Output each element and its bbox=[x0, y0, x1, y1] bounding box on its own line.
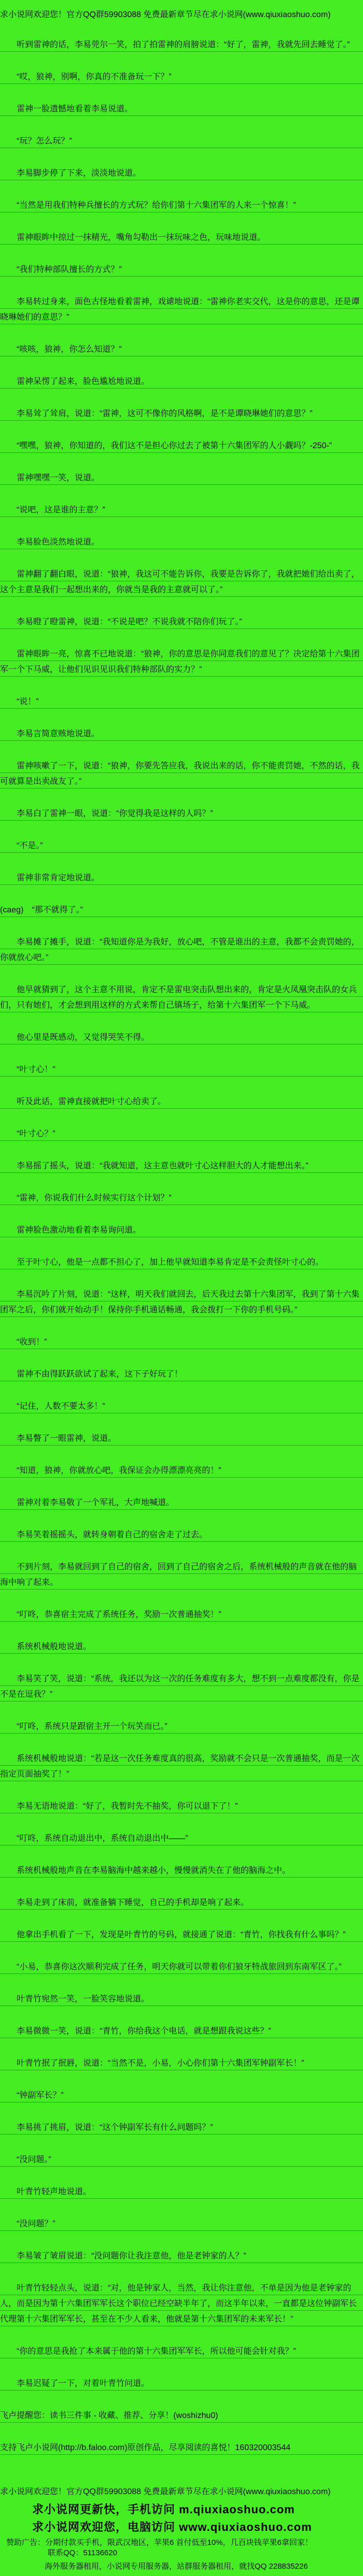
novel-paragraph: “不是。” bbox=[0, 838, 363, 854]
novel-paragraph: “玩？怎么玩？” bbox=[0, 134, 363, 149]
novel-paragraph: 雷神咳嗽了一下，说道：“狼神，你要先答应我，我说出来的话，你不能责罚她，不然的话，我可就算是出卖战友了。” bbox=[0, 759, 363, 790]
novel-paragraph: 不到片刻，李易就回到了自己的宿舍，回到了自己的宿舍之后，系统机械般的声音就在他的脑海中响了起来。 bbox=[0, 1559, 363, 1591]
novel-paragraph: 雷神眼眸一亮，惊喜不已地说道：“狼神，你的意思是你同意我们的意见了？决定给第十六集团军一个下马威，让他们见识见识我们特种部队的实力？” bbox=[0, 647, 363, 678]
novel-paragraph: “叶寸心！” bbox=[0, 1062, 363, 1078]
footer-pc-link[interactable]: 求小说网欢迎您，电脑访问 www.qiuxiaoshuo.com bbox=[32, 2521, 312, 2534]
novel-paragraph: 李易白了雷神一眼，说道：“你觉得我是这样的人吗？” bbox=[0, 806, 363, 822]
novel-paragraph: 听到雷神的话，李易莞尔一笑，拍了拍雷神的肩膀说道：“好了，雷神，我就先回去睡觉了。” bbox=[0, 37, 363, 53]
novel-paragraph: “没问题？” bbox=[0, 2216, 363, 2232]
novel-paragraph: “你的意思是我抢了本来属于他的第十六集团军军长，所以他可能会针对我？” bbox=[0, 2344, 363, 2359]
novel-paragraph: 李易脚步停了下来，淡淡地说道。 bbox=[0, 166, 363, 181]
novel-paragraph: “叶寸心？” bbox=[0, 1126, 363, 1142]
novel-paragraph: “叮咚，恭喜宿主完成了系统任务，奖励一次普通抽奖！” bbox=[0, 1607, 363, 1623]
novel-paragraph: “叮咚，系统只是跟宿主开一个玩笑而已。” bbox=[0, 1719, 363, 1735]
novel-paragraph: “咳咳，狼神，你怎么知道？” bbox=[0, 342, 363, 357]
novel-paragraph: “哎，狼神，别啊，你真的不准备玩一下？” bbox=[0, 69, 363, 85]
novel-paragraph: 李易挑了挑眉，说道：“这个钟副军长有什么问题吗？” bbox=[0, 2120, 363, 2136]
novel-paragraph: 李易摇了摇头，说道：“我就知道，这主意也就叶寸心这样胆大的人才能想出来。” bbox=[0, 1158, 363, 1174]
novel-paragraph: 听及此话，雷神直接就把叶寸心给卖了。 bbox=[0, 1094, 363, 1110]
novel-paragraph: 李易微微一笑，说道：“青竹，你给我这个电话，就是想跟我说这些？” bbox=[0, 2024, 363, 2039]
novel-paragraph: “小易，恭喜你这次顺利完成了任务，明天你就可以带着你们狼牙特战旅回到东南军区了。” bbox=[0, 1959, 363, 1975]
novel-paragraph: “叮咚，系统自动退出中，系统自动退出中——” bbox=[0, 1831, 363, 1847]
novel-paragraph: 李易无语地说道：“好了，我暂时先不抽奖，你可以退下了！” bbox=[0, 1799, 363, 1814]
novel-paragraph: 雷神一脸遗憾地看着李易说道。 bbox=[0, 102, 363, 117]
novel-paragraph: “当然是用我们特种兵擅长的方式玩？给你们第十六集团军的人来一个惊喜！” bbox=[0, 198, 363, 213]
novel-body bbox=[0, 37, 363, 2456]
novel-paragraph: 叶青竹轻声地说道。 bbox=[0, 2184, 363, 2200]
novel-paragraph: “钟副军长？” bbox=[0, 2088, 363, 2103]
novel-paragraph: 叶青竹宛然一笑，一脸笑容地说道。 bbox=[0, 1992, 363, 2007]
novel-paragraph: 他拿出手机看了一下，发现是叶青竹的号码，就接通了说道：“青竹，你找我有什么事吗？” bbox=[0, 1927, 363, 1943]
novel-paragraph: 李易瞪了瞪雷神，说道：“不说是吧？不说我就不陪你们玩了。” bbox=[0, 614, 363, 630]
novel-paragraph: 李易沉吟了片刻，说道：“这样，明天我们就回去，后天我过去第十六集团军，我到了第十六集团军之后，你们就开始动手！保持你手机通话畅通，我会拨打一下你的手机号码。” bbox=[0, 1287, 363, 1318]
novel-paragraph: 李易迟疑了一下，对着叶青竹问道。 bbox=[0, 2376, 363, 2392]
novel-paragraph: 李易转过身来，面色古怪地看着雷神，戏谑地说道：“雷神你老实交代，这是你的意思，还是谭晓琳她们的意思？” bbox=[0, 294, 363, 325]
novel-paragraph: 雷神翻了翻白眼，说道：“狼神，我这可不能告诉你，我要是告诉你了，我就把她们给出卖了，这个主意是我们一起想出来的，你就当是我的主意就可以了。” bbox=[0, 567, 363, 598]
novel-paragraph: 李易脸色淡然地说道。 bbox=[0, 535, 363, 550]
novel-paragraph: 他早就猜到了，这个主意不用说，肯定不是雷电突击队想出来的，肯定是火凤凰突击队的女兵们，只有她们，才会想到用这样的方式来帮自己镇场子，给第十六集团军一个下马威。 bbox=[0, 982, 363, 1013]
novel-paragraph: “说吧，这是谁的主意？” bbox=[0, 503, 363, 518]
novel-paragraph: 叶青竹抿了抿唇，说道：“当然不是，小易，小心你们第十六集团军钟副军长！” bbox=[0, 2056, 363, 2071]
novel-paragraph: 系统机械般地声音在李易脑海中越来越小，慢慢就消失在了他的脑海之中。 bbox=[0, 1863, 363, 1879]
novel-paragraph: 李易笑着摇摇头，就转身朝着自己的宿舍走了过去。 bbox=[0, 1527, 363, 1543]
novel-paragraph: 至于叶寸心，他是一点都不担心了，加上他早就知道李易肯定是不会责怪叶寸心的。 bbox=[0, 1255, 363, 1270]
footer-mobile-link[interactable]: 求小说网更新快，手机访问 m.qiuxiaoshuo.com bbox=[32, 2503, 295, 2516]
site-footer bbox=[0, 2485, 363, 2572]
novel-paragraph: 李易瞥了一眼雷神，说道。 bbox=[0, 1431, 363, 1447]
novel-paragraph: 李易摊了摊手，说道：“我知道你是为我好，放心吧，不管是谁出的主意，我都不会责罚她的，你就放心吧。” bbox=[0, 935, 363, 966]
novel-paragraph: (caeg) “那不就得了。” bbox=[0, 903, 363, 918]
footer-server-ad: 海外服务器租用，小说网专用服务器，站群服务器租用，就找QQ 228835226 bbox=[45, 2562, 308, 2571]
site-header-notice: 求小说网欢迎您！官方QQ群59903088 免费最新章节尽在求小说网(www.qiuxiaoshuo.com) bbox=[0, 10, 331, 19]
novel-paragraph: “雷神，你说我们什么时候实行这个计划？” bbox=[0, 1191, 363, 1206]
novel-paragraph: “知道，狼神，你就放心吧，我保证会办得漂漂亮亮的！” bbox=[0, 1463, 363, 1479]
novel-paragraph: 雷神嘿嘿一笑，说道。 bbox=[0, 470, 363, 486]
novel-paragraph: “我们特种部队擅长的方式？” bbox=[0, 262, 363, 278]
novel-paragraph: 雷神眼眸中掠过一抹精光，嘴角勾勒出一抹玩味之色，玩味地说道。 bbox=[0, 230, 363, 246]
novel-paragraph: “没问题。” bbox=[0, 2152, 363, 2168]
novel-paragraph: 飞卢提醒您：读书三件事 - 收藏、推荐、分享！(woshizhu0) bbox=[0, 2408, 363, 2424]
novel-paragraph: 李易耸了耸肩，说道：“雷神，这可不像你的风格啊，是不是谭晓琳她们的意思？” bbox=[0, 406, 363, 422]
footer-ad-contact: 联系QQ：51136620 bbox=[48, 2549, 117, 2557]
novel-paragraph: 李易笑了笑，说道：“系统，我还以为这一次的任务难度有多大，想不到一点难度都没有，你是不是在逗我？” bbox=[0, 1671, 363, 1702]
novel-paragraph: 李易走到了床前，就准备躺下睡觉，自己的手机却是响了起来。 bbox=[0, 1895, 363, 1911]
novel-paragraph: 系统机械般地说道：“若是这一次任务难度真的很高，奖励就不会只是一次普通抽奖，而是一次指定页面抽奖了！” bbox=[0, 1751, 363, 1782]
novel-paragraph: 系统机械般地说道。 bbox=[0, 1639, 363, 1655]
novel-paragraph: 雷神不由得跃跃欲试了起来，这下子好玩了！ bbox=[0, 1367, 363, 1382]
novel-paragraph: 雷神呆愣了起来，脸色尴尬地说道。 bbox=[0, 374, 363, 390]
novel-paragraph: 叶青竹轻轻点头，说道：“对，他是钟家人，当然，我让你注意他，不单是因为他是老钟家的人，而是因为第十六集团军军长这个职位已经空缺半年了，而这半年以来，一直都是这位钟副军长代理第十六集团军军长，甚至在不少人看来，他就是第十六集团军的未来军长！” bbox=[0, 2281, 363, 2327]
novel-paragraph: 他心里是既感动，又觉得哭笑不得。 bbox=[0, 1030, 363, 1046]
footer-sponsor-ad: 赞助广告：分期付款买手机，限武汉地区，苹果6 首付低至10%，几百块钱苹果6拿回家！ bbox=[6, 2538, 313, 2547]
footer-site-notice: 求小说网欢迎您！官方QQ群59903088 免费最新章节尽在求小说网(www.qiuxiaoshuo.com) bbox=[0, 2487, 331, 2496]
novel-paragraph: 雷神非常肯定地说道。 bbox=[0, 870, 363, 886]
novel-paragraph: 雷神脸色激动地看着李易询问道。 bbox=[0, 1223, 363, 1238]
novel-paragraph: “说！” bbox=[0, 694, 363, 710]
novel-paragraph: 支持飞卢小说网(http://b.faloo.com)原创作品，尽享阅读的喜悦！160320003544 bbox=[0, 2440, 363, 2456]
novel-paragraph: 李易言简意赅地说道。 bbox=[0, 726, 363, 742]
novel-paragraph: 雷神对着李易敬了一个军礼，大声地喊道。 bbox=[0, 1495, 363, 1511]
novel-paragraph: “嘿嘿，狼神，你知道的，我们这不是担心你过去了被第十六集团军的人小觑吗？-250-” bbox=[0, 438, 363, 454]
novel-paragraph: “收到！” bbox=[0, 1335, 363, 1350]
novel-paragraph: 李易皱了皱眉说道：“没问题你让我注意他，他是老钟家的人？” bbox=[0, 2249, 363, 2264]
novel-paragraph: “记住，人数不要太多！” bbox=[0, 1399, 363, 1414]
